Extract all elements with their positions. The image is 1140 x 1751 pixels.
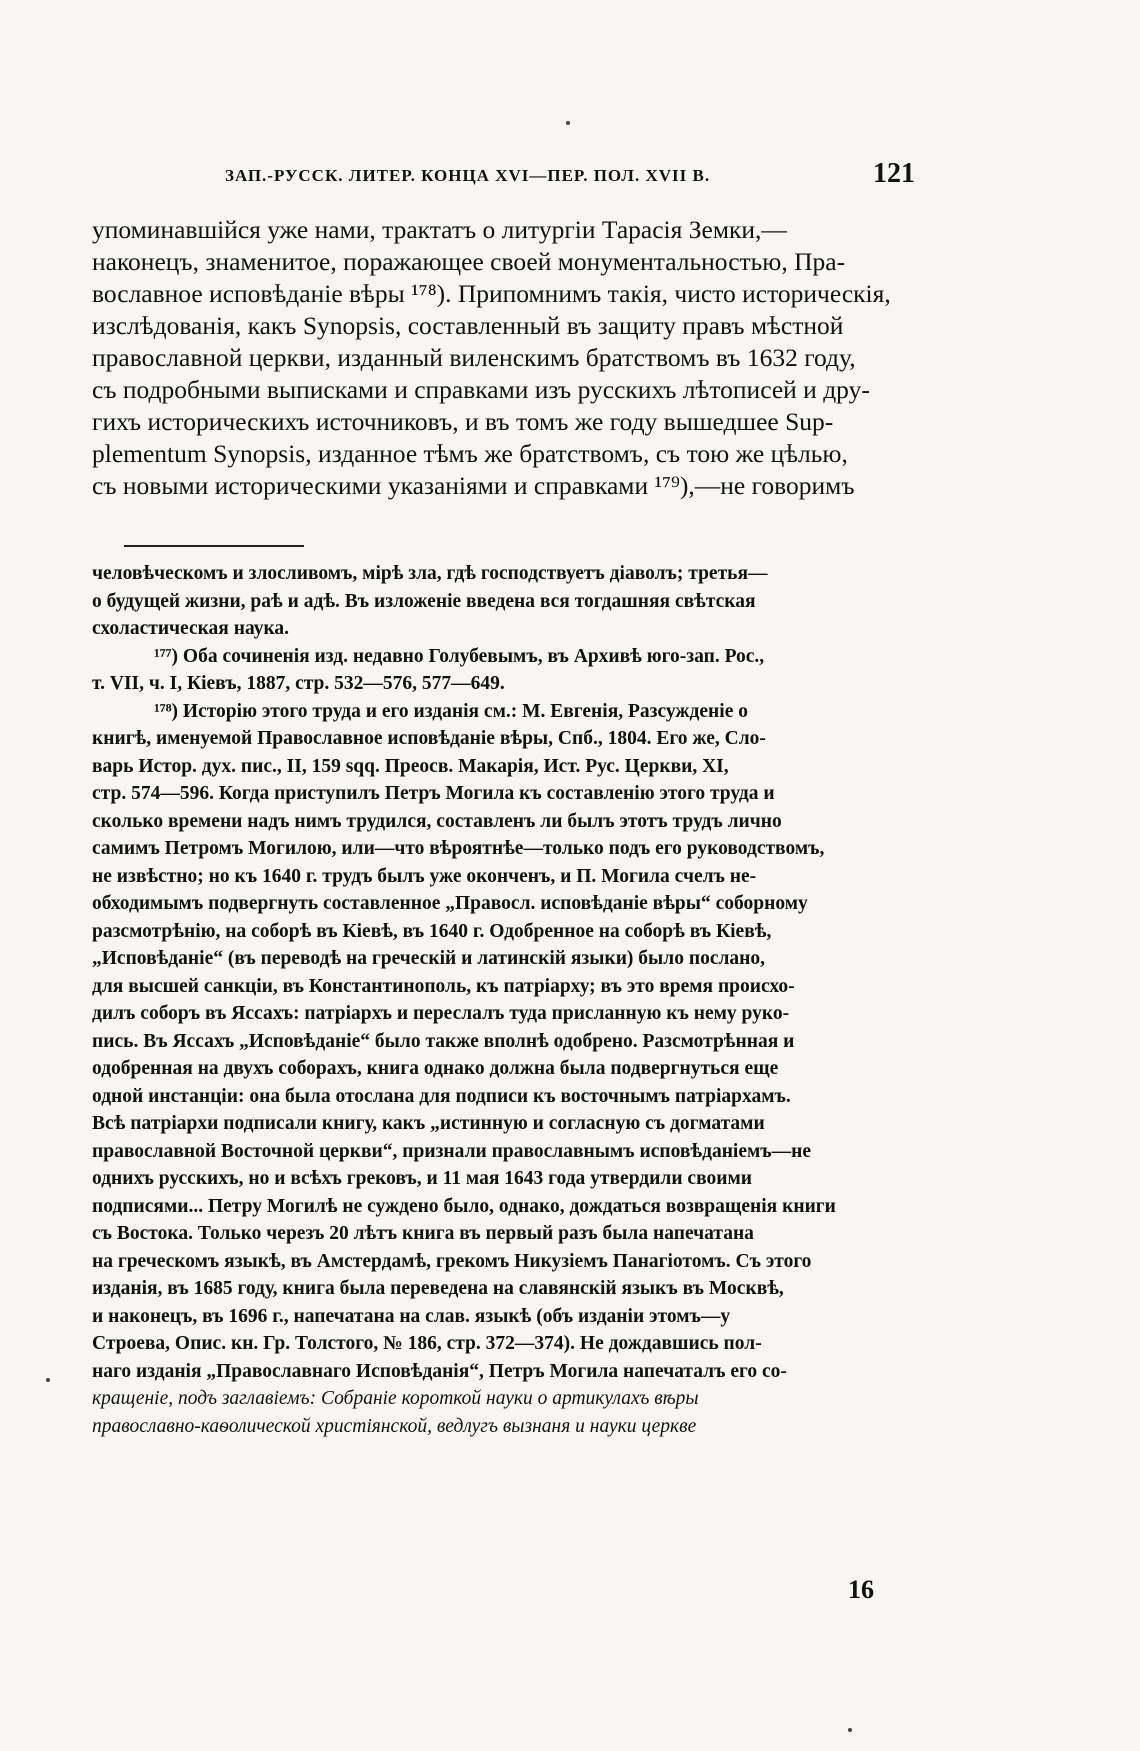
footnote-line: и наконецъ, въ 1696 г., напечатана на слав. языкѣ (объ изданіи этомъ—у bbox=[92, 1305, 731, 1327]
page-header bbox=[225, 158, 915, 194]
main-line: православной церкви, изданный виленскимъ братствомъ въ 1632 году, bbox=[92, 343, 856, 372]
footnote-line: для высшей санкціи, въ Константинополь, къ патріарху; въ это время происхо- bbox=[92, 975, 795, 997]
scan-speck bbox=[848, 1728, 852, 1732]
footnote-line: Строева, Опис. кн. Гр. Толстого, № 186, стр. 372—374). Не дождавшись пол- bbox=[92, 1333, 762, 1354]
footnote-line: стр. 574—596. Когда приступилъ Петръ Могила къ составленію этого труда и bbox=[92, 783, 775, 804]
main-line: съ подробными выписками и справками изъ русскихъ лѣтописей и дру- bbox=[92, 375, 870, 404]
footnote-line: „Исповѣданіе“ (въ переводѣ на греческій и латинскій языки) было послано, bbox=[92, 948, 766, 969]
footnote-line: обходимымъ подвергнуть составленное „Правосл. исповѣданіе вѣры“ соборному bbox=[92, 893, 808, 914]
footnote-177-start: ¹⁷⁷) Оба сочиненія изд. недавно Голубевымъ, въ Архивѣ юго-зап. Рос., bbox=[154, 645, 765, 667]
footnote-line: съ Востока. Только черезъ 20 лѣтъ книга въ первый разъ была напечатана bbox=[92, 1223, 754, 1244]
main-line: изслѣдованія, какъ Synopsis, составленный въ защиту правъ мѣстной bbox=[92, 311, 844, 340]
footnote-line: подписями... Петру Могилѣ не суждено было, однако, дождаться возвращенія книги bbox=[92, 1195, 836, 1217]
scan-speck bbox=[566, 121, 570, 125]
main-text bbox=[92, 214, 922, 502]
main-line: упоминавшійся уже нами, трактатъ о литургіи Тарасія Земки,— bbox=[92, 215, 787, 244]
footnote-line: самимъ Петромъ Могилою, или—что вѣроятнѣе—только подъ его руководствомъ, bbox=[92, 838, 825, 859]
footnote-line: наго изданія „Православнаго Исповѣданія“, Петръ Могила напечаталъ его со- bbox=[92, 1360, 787, 1382]
main-line: гихъ историческихъ источниковъ, и въ томъ же году вышедшее Sup- bbox=[92, 407, 834, 436]
footnote-line: Всѣ патріархи подписали книгу, какъ „истинную и согласную съ догматами bbox=[92, 1113, 765, 1134]
scan-speck bbox=[46, 1378, 50, 1382]
footnote-line: схоластическая наука. bbox=[92, 618, 290, 639]
footnote-line: т. VII, ч. I, Кіевъ, 1887, стр. 532—576, 577—649. bbox=[92, 673, 505, 694]
footnotes bbox=[92, 560, 922, 1440]
running-head: ЗАП.-РУССК. ЛИТЕР. КОНЦА XVI—ПЕР. ПОЛ. XVII В. bbox=[225, 166, 711, 185]
footnote-line: кращеніе, подъ заглавіемъ: Собраніе короткой науки о артикулахъ вѣры bbox=[92, 1388, 699, 1409]
footnote-line: одобренная на двухъ соборахъ, книга однако должна была подвергнуться еще bbox=[92, 1058, 779, 1079]
signature-mark: 16 bbox=[848, 1575, 874, 1604]
footnote-line: изданія, въ 1685 году, книга была переведена на славянскій языкъ въ Москвѣ, bbox=[92, 1278, 784, 1299]
footnote-line: варь Истор. дух. пис., II, 159 sqq. Преосв. Макарія, Ист. Рус. Церкви, XI, bbox=[92, 755, 729, 777]
footnote-rule bbox=[124, 545, 304, 547]
footnote-line: разсмотрѣнію, на соборѣ въ Кіевѣ, въ 1640 г. Одобренное на соборѣ въ Кіевѣ, bbox=[92, 920, 772, 942]
main-line: вославное исповѣданіе вѣры ¹⁷⁸). Припомнимъ такія, чисто историческія, bbox=[92, 279, 891, 308]
footnote-line: книгѣ, именуемой Православное исповѣданіе вѣры, Спб., 1804. Его же, Сло- bbox=[92, 728, 766, 749]
footnote-line: человѣческомъ и злоcливомъ, мірѣ зла, гдѣ господствуетъ діаволъ; третья— bbox=[92, 563, 768, 584]
footnote-line: однихъ русскихъ, но и всѣхъ грековъ, и 11 мая 1643 года утвердили своими bbox=[92, 1168, 752, 1189]
footnote-line: одной инстанціи: она была отослана для подписи къ восточнымъ патріархамъ. bbox=[92, 1085, 791, 1107]
footnote-line: православной Восточной церкви“, признали православнымъ исповѣданіемъ—не bbox=[92, 1140, 812, 1162]
footnote-line: пись. Въ Яссахъ „Исповѣданіе“ было также вполнѣ одобрено. Разсмотрѣнная и bbox=[92, 1030, 795, 1052]
footnote-line: на греческомъ языкѣ, въ Амстердамѣ, грекомъ Никузіемъ Панагіотомъ. Съ этого bbox=[92, 1250, 812, 1272]
footnote-line: о будущей жизни, раѣ и адѣ. Въ изложеніе введена вся тогдашняя свѣтская bbox=[92, 590, 756, 612]
footnote-line: сколько времени надъ нимъ трудился, составленъ ли былъ этотъ трудъ лично bbox=[92, 810, 782, 832]
footnote-line: дилъ соборъ въ Яссахъ: патріархъ и переслалъ туда присланную къ нему руко- bbox=[92, 1003, 790, 1024]
footnote-line: не извѣстно; но къ 1640 г. трудъ былъ уже оконченъ, и П. Могила счелъ не- bbox=[92, 865, 757, 887]
main-line: съ новыми историческими указаніями и справками ¹⁷⁹),—не говоримъ bbox=[92, 471, 855, 500]
page-number: 121 bbox=[873, 158, 915, 189]
footnote-178-start: ¹⁷⁸) Исторію этого труда и его изданія см.: М. Евгенія, Разсужденіе о bbox=[154, 700, 748, 722]
footnote-line: православно-каѳолической христіянской, ведлугъ вызнаня и науки церкве bbox=[92, 1415, 697, 1437]
main-line: наконецъ, знаменитое, поражающее своей монументальностью, Пра- bbox=[92, 247, 846, 276]
main-line: plementum Synopsis, изданное тѣмъ же братствомъ, съ тою же цѣлью, bbox=[92, 439, 848, 468]
